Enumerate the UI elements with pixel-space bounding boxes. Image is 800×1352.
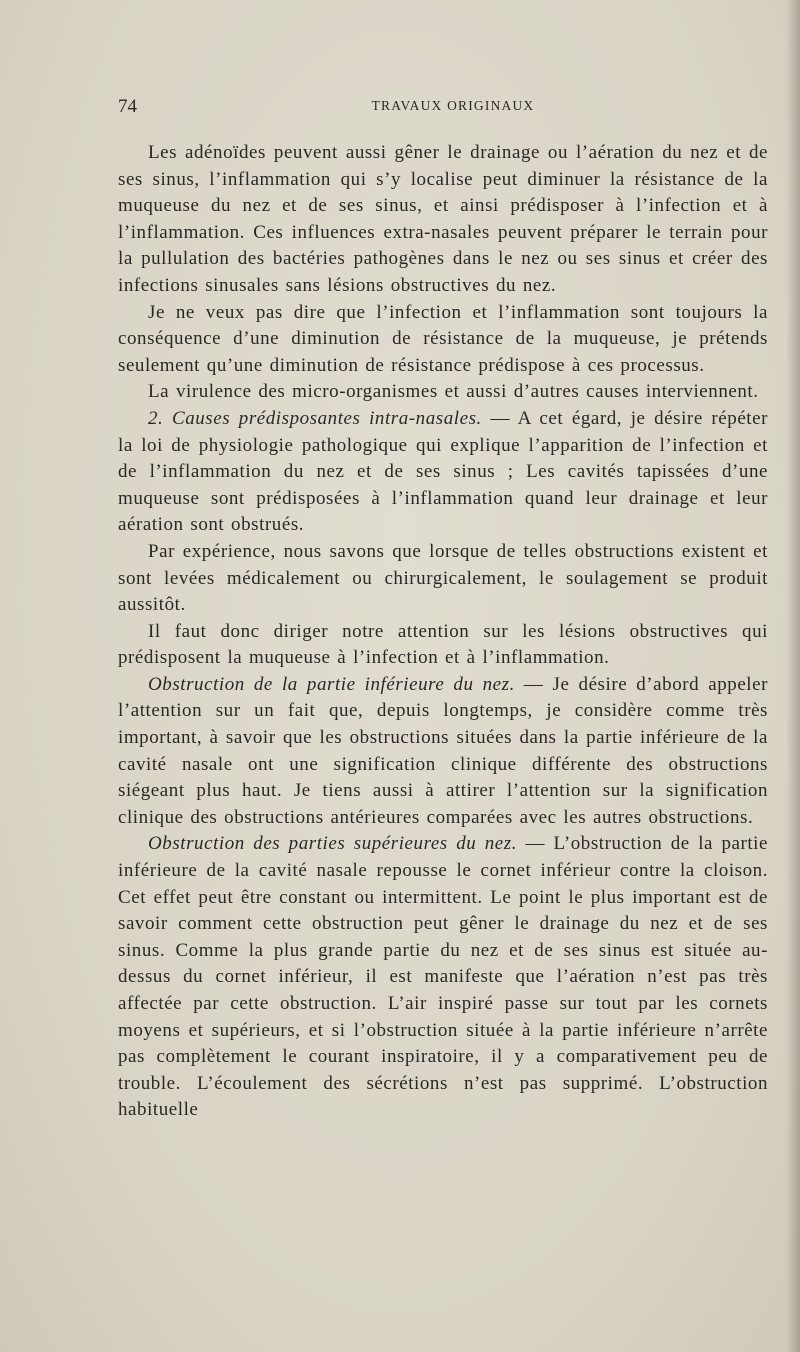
page-number: 74 (118, 96, 137, 117)
paragraph: Obstruction de la partie inférieure du nez. — Je désire d’abord appeler l’attention sur un fait que, depuis longtemps, je considère comme très important, à savoir que les obstructions situées dans la partie inférieure de la cavité nasale ont une signification clinique différente des obstructions siégeant plus haut. Je tiens aussi à attirer l’attention sur la signification clinique des obstructions antérieures comparées avec les autres obstructions. (118, 673, 768, 828)
section-heading: 2. Causes prédisposantes intra-nasales. (148, 407, 482, 429)
paragraph: Je ne veux pas dire que l’infection et l’inflammation sont toujours la conséquence d’une diminution de résistance de la muqueuse, je prétends seulement qu’une diminution de résistance prédispose à ces processus. (118, 301, 768, 376)
paragraph: La virulence des micro-organismes et aussi d’autres causes interviennent. (148, 381, 759, 403)
page-edge-shadow (786, 0, 800, 1352)
paragraph: Par expérience, nous savons que lorsque de telles obstructions existent et sont levées médicalement ou chirurgicalement, le soulagement se produit aussitôt. (118, 540, 768, 616)
paragraph: Les adénoïdes peuvent aussi gêner le drainage ou l’aération du nez et de ses sinus, l’inflammation qui s’y localise peut diminuer la résistance de la muqueuse du nez et de ses sinus, et ainsi prédisposer à l’infection et à l’inflammation. Ces influences extra-nasales peuvent préparer le terrain pour la pullulation des bactéries pathogènes dans le nez ou ses sinus et créer des infections sinusales sans lésions obstructives du nez. (118, 142, 768, 296)
running-title: TRAVAUX ORIGINAUX (371, 98, 535, 113)
section-heading: Obstruction des parties supérieures du nez. (148, 833, 518, 855)
body-text (118, 140, 768, 1124)
section-heading: Obstruction de la partie inférieure du nez. (148, 673, 515, 695)
paragraph: Obstruction des parties supérieures du nez. — L’obstruction de la partie inférieure de la cavité nasale repousse le cornet inférieur contre la cloison. Cet effet peut être constant ou intermittent. Le point le plus important est de savoir comment cette obstruction peut gêner le drainage du nez et de ses sinus. Comme la plus grande partie du nez et de ses sinus est située au-dessus du cornet inférieur, il est manifeste que l’aération n’est pas très affectée par cette obstruction. L’air inspiré passe sur tout par les cornets moyens et supérieurs, et si l’obstruction située à la partie inférieure n’arrête pas complètement le courant inspiratoire, il y a comparativement peu de trouble. L’écoulement des sécrétions n’est pas supprimé. L’obstruction habituelle (118, 833, 768, 1121)
page-header (118, 96, 768, 120)
paragraph: Il faut donc diriger notre attention sur les lésions obstructives qui prédisposent la muqueuse à l’infection et à l’inflammation. (118, 620, 768, 669)
paragraph: 2. Causes prédisposantes intra-nasales. — A cet égard, je désire répéter la loi de physiologie pathologique qui explique l’apparition de l’infection et de l’inflammation du nez et de ses sinus ; Les cavités tapissées d’une muqueuse sont prédisposées à l’inflammation quand leur drainage et leur aération sont obstrués. (118, 407, 768, 536)
